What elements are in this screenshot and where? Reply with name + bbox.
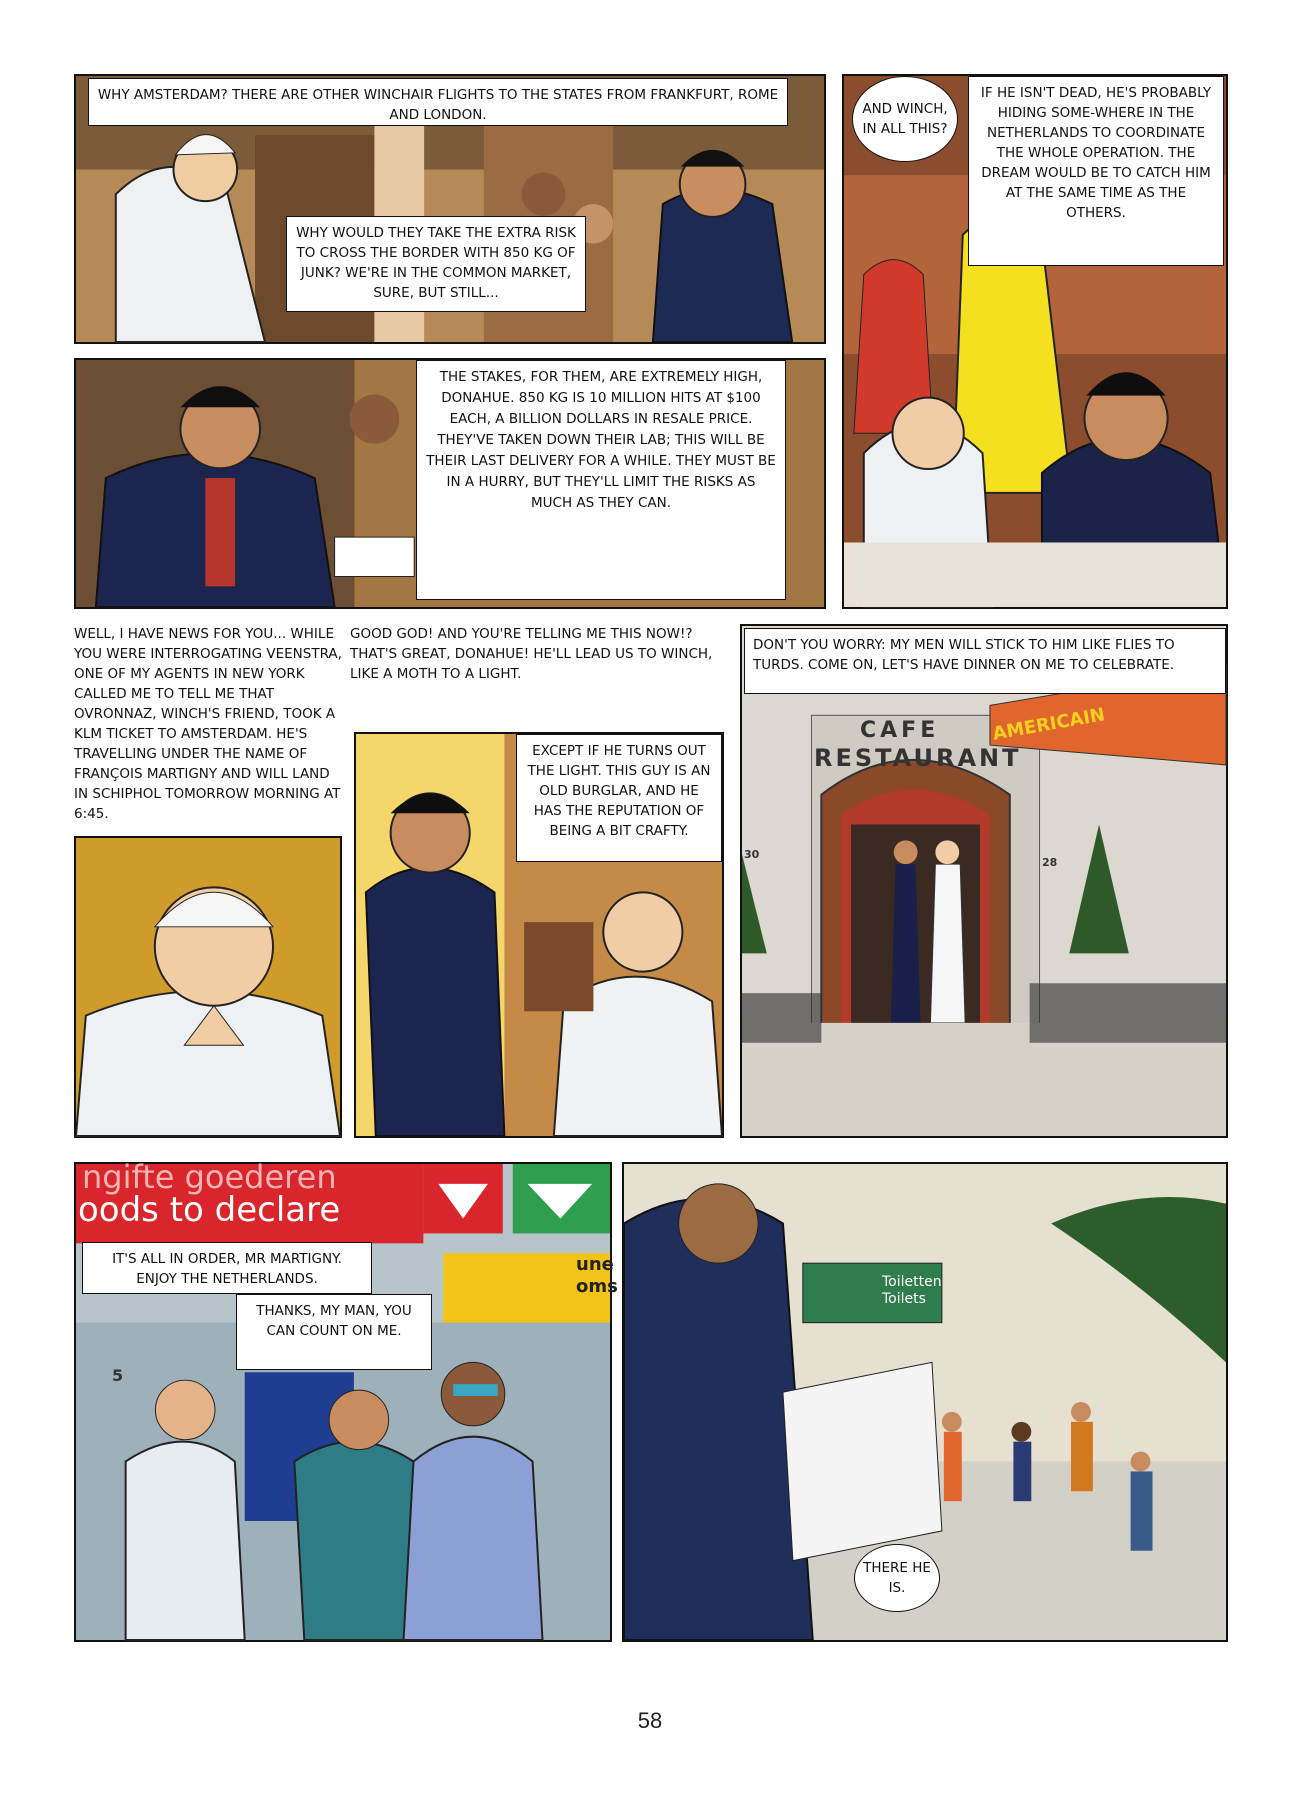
- sign-customs-1: une: [576, 1254, 614, 1275]
- panel-donahue-hands: [74, 836, 342, 1138]
- panel-art-donahue-portrait: [76, 838, 340, 1136]
- panel-art-airport-customs: [76, 1164, 610, 1640]
- speech-bubble: WHY AMSTERDAM? THERE ARE OTHER WINCHAIR FLIGHTS TO THE STATES FROM FRANKFURT, ROME AND LONDON.: [88, 78, 788, 126]
- narration-text: WELL, I HAVE NEWS FOR YOU... WHILE YOU WERE INTERROGATING VEENSTRA, ONE OF MY AGENTS IN NEW YORK CALLED ME TO TELL ME THAT OVRONNAZ, WINCH'S FRIEND, TOOK A KLM TICKET TO AMSTERDAM. HE'S TRAVELLING UNDER THE NAME OF FRANÇOIS MARTIGNY AND WILL LAND IN SCHIPHOL TOMORROW MORNING AT 6:45.: [74, 626, 342, 822]
- sign-goods-to-declare-top: ngifte goederen: [82, 1158, 337, 1196]
- sign-toilets: Toilets: [882, 1291, 926, 1307]
- speech-bubble: AND WINCH, IN ALL THIS?: [852, 76, 958, 162]
- panel-cafe-conversation: [74, 74, 826, 344]
- sign-awning: AMERICAIN: [991, 704, 1107, 745]
- speech-bubble: WHY WOULD THEY TAKE THE EXTRA RISK TO CROSS THE BORDER WITH 850 KG OF JUNK? WE'RE IN THE COMMON MARKET, SURE, BUT STILL...: [286, 216, 586, 312]
- panel-restaurant-exit: [740, 624, 1228, 1138]
- speech-text: GOOD GOD! AND YOU'RE TELLING ME THIS NOW!? THAT'S GREAT, DONAHUE! HE'LL LEAD US TO WINCH, LIKE A MOTH TO A LIGHT.: [350, 626, 713, 682]
- panel-stakes: [74, 358, 826, 609]
- panel-moth-light: [354, 732, 724, 1138]
- speech-bubble: THERE HE IS.: [854, 1544, 940, 1612]
- sign-toiletten: Toiletten: [882, 1274, 942, 1290]
- speech-bubble: DON'T YOU WORRY: MY MEN WILL STICK TO HIM LIKE FLIES TO TURDS. COME ON, LET'S HAVE DINNER ON ME TO CELEBRATE.: [744, 628, 1226, 694]
- speech-bubble: EXCEPT IF HE TURNS OUT THE LIGHT. THIS GUY IS AN OLD BURGLAR, AND HE HAS THE REPUTATION OF BEING A BIT CRAFTY.: [516, 734, 722, 862]
- sign-goods-to-declare: oods to declare: [78, 1190, 341, 1230]
- panel-customs: [74, 1158, 618, 1642]
- speech-bubble: THANKS, MY MAN, YOU CAN COUNT ON ME.: [236, 1294, 432, 1370]
- panel-yellow-woman: [842, 74, 1228, 609]
- sign-number-28: 28: [1042, 856, 1058, 869]
- speech-bubble: THE STAKES, FOR THEM, ARE EXTREMELY HIGH, DONAHUE. 850 KG IS 10 MILLION HITS AT $100 EACH, A BILLION DOLLARS IN RESALE PRICE. THEY'VE TAKEN DOWN THEIR LAB; THIS WILL BE THEIR LAST DELIVERY FOR A WHILE. THEY MUST BE IN A HURRY, BUT THEY'LL LIMIT THE RISKS AS MUCH AS THEY CAN.: [416, 360, 786, 600]
- speech-bubble: IF HE ISN'T DEAD, HE'S PROBABLY HIDING SOME-WHERE IN THE NETHERLANDS TO COORDINATE THE WHOLE OPERATION. THE DREAM WOULD BE TO CATCH HIM AT THE SAME TIME AS THE OTHERS.: [968, 76, 1224, 266]
- panel-there-he-is: [622, 1162, 1228, 1642]
- sign-restaurant: RESTAURANT: [814, 744, 1022, 772]
- booth-number: 5: [112, 1366, 124, 1385]
- sign-customs-2: oms: [576, 1276, 618, 1297]
- sign-cafe: CAFE: [860, 718, 940, 743]
- page-number: 58: [637, 1708, 663, 1733]
- panel-art-cafe-restaurant: [742, 626, 1226, 1136]
- sign-number-30: 30: [744, 848, 760, 861]
- speech-bubble: IT'S ALL IN ORDER, MR MARTIGNY. ENJOY THE NETHERLANDS.: [82, 1242, 372, 1294]
